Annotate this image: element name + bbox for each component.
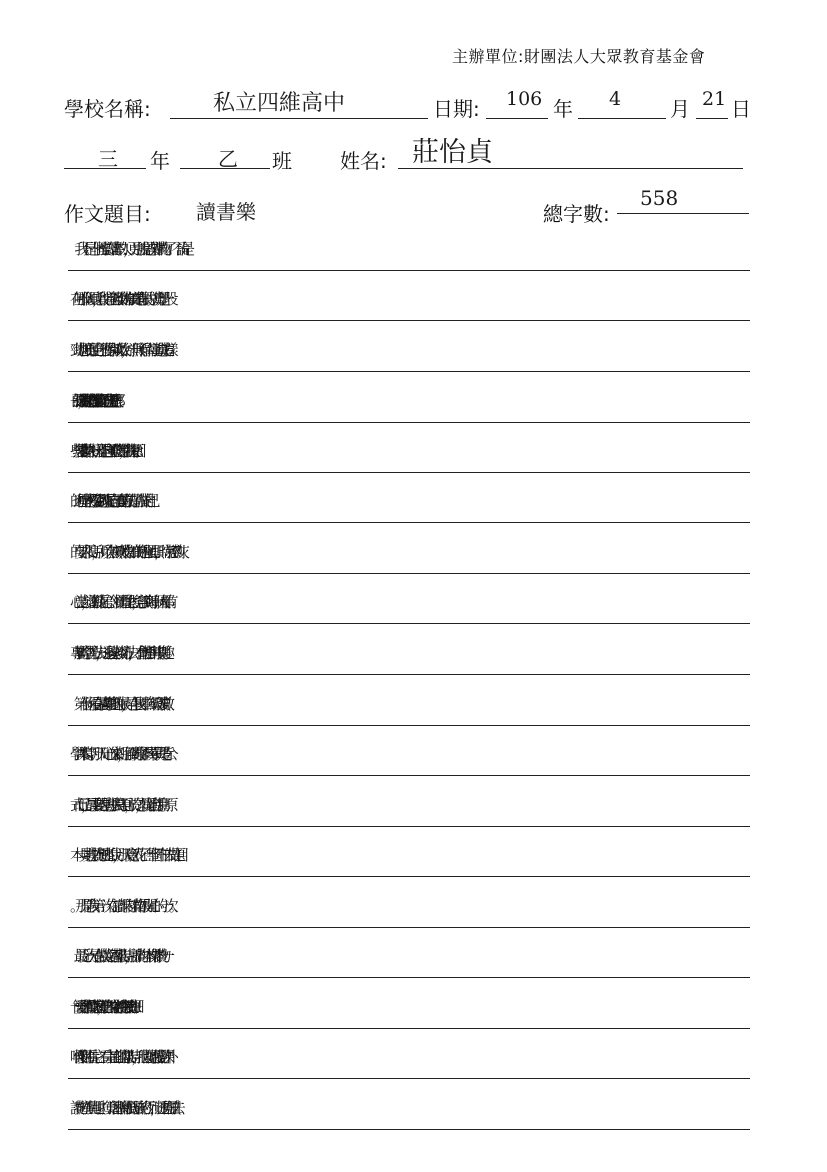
year-underline	[486, 118, 548, 119]
month-underline	[578, 118, 666, 119]
essay-line-1: 我不是一個擅於讀書的人，更別說是課外讀物了。不論是	[70, 240, 185, 258]
sponsor-text: 主辦單位:財團法人大眾教育基金會	[452, 47, 706, 66]
ruled-line	[68, 270, 750, 271]
essay-line-17: 嚼慢咽的看完它。看完其它組的報告時，我也開始慢慢對課外	[70, 1048, 168, 1066]
school-value: 私立四維高中	[213, 91, 346, 116]
grade-value: 三	[98, 147, 118, 171]
date-month: 4	[609, 88, 622, 110]
essay-line-2: 在哪一個領域，我能完全吸收到的知識是有限的。就算是一股	[70, 290, 168, 308]
day-underline	[696, 118, 728, 119]
ruled-line	[68, 927, 750, 928]
essay-line-12: 式而已，最重要的是動手去寫題目，於是，就開始動手寫。原	[70, 796, 168, 814]
essay-line-8: 心喪志，逐漸缺乏信心。領悟道理之後，意識到每一個人都有	[70, 593, 168, 611]
date-label: 日期:	[433, 97, 480, 121]
essay-line-11: 學課本當下。那天一心血來潮，了解到數學不該單單只是背公	[70, 745, 168, 763]
date-year: 106	[506, 88, 543, 110]
class-label: 班	[272, 149, 292, 173]
ruled-line	[68, 1028, 750, 1029]
grade-label: 年	[150, 149, 170, 173]
ruled-line	[68, 623, 750, 624]
school-label: 學校名稱:	[64, 97, 151, 121]
essay-line-6: 的過程中才慢慢發覺到原來是自己讀書的方法錯了。由於對自己	[70, 492, 149, 510]
ruled-line	[68, 573, 750, 574]
wordcount-label: 總字數:	[543, 202, 610, 226]
month-label: 月	[670, 97, 690, 121]
ruled-line	[68, 725, 750, 726]
ruled-line	[68, 422, 750, 423]
day-label: 日	[731, 97, 751, 121]
ruled-line	[68, 320, 750, 321]
name-value: 莊怡貞	[412, 137, 493, 168]
date-day: 21	[702, 88, 727, 110]
essay-line-15: 最近一次是在做英文名著報告時，所讀的一本課外讀物一	[70, 947, 164, 965]
school-underline	[170, 118, 428, 119]
essay-line-16: 一簡愛。雖然看似不怎麼樣，但書內的文字卻使我有股衝勁想細	[70, 998, 132, 1016]
essay-line-4: 子的結果時，我都在思考自己做錯了什麼、是不是自己先天就是跟那	[70, 392, 113, 410]
topic-label: 作文題目:	[64, 202, 151, 226]
essay-line-3: 勁地想要促使自己獲得有效吸收，卻一無所得。每當造成這樣	[70, 341, 168, 359]
name-label: 姓名:	[340, 149, 387, 173]
ruled-line	[68, 826, 750, 827]
essay-line-5: 些熱愛讀書的人不一樣、是不是自己並不聰明等等，在我探究原因	[70, 442, 134, 460]
essay-line-10: 第一個沉浸在讀書樂趣的時候，是在我國中二年級研讀數	[70, 695, 164, 713]
essay-line-7: 的要求很高，所以在無效吸收知識的過程裡頭，時常感到灰	[70, 543, 180, 561]
ruled-line	[68, 876, 750, 877]
ruled-line	[68, 1129, 750, 1130]
ruled-line	[68, 674, 750, 675]
wordcount-value: 558	[640, 186, 679, 210]
wordcount-underline	[617, 213, 749, 214]
ruled-line	[68, 1078, 750, 1079]
ruled-line	[68, 522, 750, 523]
essay-line-14: 。那是我第一次在讀課內讀物最開心的一次。	[70, 897, 175, 915]
essay-line-13: 本一見數學就想逃的我，那天竟然花了一整個下午去做題目	[70, 846, 180, 864]
topic-value: 讀書樂	[196, 200, 256, 224]
year-label: 年	[553, 97, 573, 121]
essay-line-18: 讀物產生興趣。打算逐漸脫離低頭族的行列，透過閱讀去	[70, 1099, 176, 1117]
class-value: 乙	[218, 147, 238, 171]
ruled-line	[68, 775, 750, 776]
ruled-line	[68, 472, 750, 473]
ruled-line	[68, 371, 750, 372]
essay-line-9: 專屬的學習方法，透過摸索找到方法，才會體悟到其中樂趣。	[70, 644, 168, 662]
ruled-line	[68, 977, 750, 978]
